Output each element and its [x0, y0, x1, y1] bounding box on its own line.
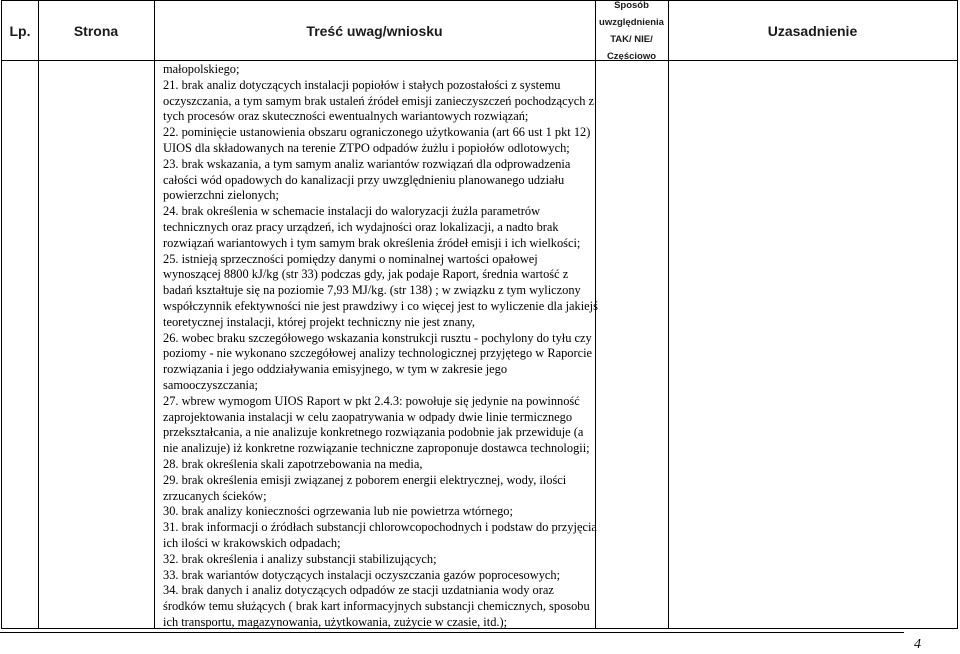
footer-rule [0, 632, 904, 633]
header-uzasadnienie: Uzasadnienie [767, 22, 858, 39]
column-divider [668, 1, 669, 628]
comment-item: 27. wbrew wymogom UIOS Raport w pkt 2.4.3: powołuje się jedynie na powinność zaprojektowania instalacji w celu zaopatrywania w odpady dwie linie termicznego przekształcania, a nie analizuje konkretnego rozwiązania podobnie jak przewiduje (a nie analizuje) iż konkretne rozwiązanie techniczne zaproponuje dostawca technologii; [163, 393, 590, 456]
header-tresc: Treść uwag/wniosku [306, 22, 443, 39]
comment-line: małopolskiego; [163, 62, 240, 76]
comment-item: 23. brak wskazania, a tym samym analiz wariantów rozwiązań dla odprowadzenia całości wód opadowych do kanalizacji przy uwzględnieniu planowanego udziału powierzchni zielonych; [163, 156, 571, 203]
header-sposob-line: TAK/ NIE/ [610, 33, 653, 45]
header-sposob-line: uwzględnienia [599, 16, 664, 28]
header-divider [2, 60, 957, 61]
comment-item: 34. brak danych i analiz dotyczących odpadów ze stacji uzdatniania wody oraz środków temu służących ( brak kart informacyjnych substancji chemicznych, sposobu ich transportu, magazynowania, użytkowania, zużycie w czasie, itd.); [163, 583, 590, 629]
comment-item: 28. brak określenia skali zapotrzebowania na media, [163, 456, 423, 471]
comment-item: 32. brak określenia i analizy substancji stabilizujących; [163, 551, 437, 566]
comment-item: 29. brak określenia emisji związanej z poborem energii elektrycznej, wody, ilości zrzucanych ścieków; [163, 472, 567, 503]
comment-item: 25. istnieją sprzeczności pomiędzy danymi o nominalnej wartości opałowej wynoszącej 8800 kJ/kg (str 33) podczas gdy, jak podaje Raport, średnia wartość z badań kształtuje się na poziomie 7,93 MJ/kg. (str 138) ; w związku z tym wyliczony współczynnik efektywności nie jest prawdziwy i co więcej jest to wyliczenie dla jakiejś teoretycznej instalacji, której projekt techniczny nie jest znany, [163, 251, 598, 329]
comment-item: 22. pominięcie ustanowienia obszaru ograniczonego użytkowania (art 66 ust 1 pkt 12) UIOS dla składowanych na terenie ZTPO odpadów żużlu i popiołów odlotowych; [163, 125, 591, 155]
comment-item: 30. brak analizy konieczności ogrzewania lub nie powietrza wtórnego; [163, 504, 513, 519]
comment-text [163, 62, 598, 631]
comment-item: 31. brak informacji o źródłach substancji chlorowcopochodnych i podstaw do przyjęcia ich ilości w krakowskich odpadach; [163, 520, 597, 550]
header-sposob [595, 1, 668, 60]
header-strona: Strona [73, 22, 119, 39]
column-divider [38, 1, 39, 628]
comment-item: 21. brak analiz dotyczących instalacji popiołów i stałych pozostałości z systemu oczyszczania, a tym samym brak ustaleń źródeł emisji zanieczyszczeń pochodzących z tych procesów oraz skuteczności ewentualnych wariantowych rozwiązań; [163, 77, 595, 124]
column-divider [154, 1, 155, 628]
comment-item: 26. wobec braku szczegółowego wskazania konstrukcji rusztu - pochylony do tyłu czy poziomy - nie wykonano szczegółowej analizy technologicznej przyjętego w Raporcie rozwiązania i jego oddziaływania emisyjnego, w tym w zakresie jego samooczyszczania; [163, 330, 593, 392]
comment-item: 24. brak określenia w schemacie instalacji do waloryzacji żużla parametrów technicznych oraz pracy urządzeń, ich wydajności oraz lokalizacji, a nadto brak rozwiązań wariantowych i tym samym brak określenia źródeł emisji i ich wielkości; [163, 204, 581, 250]
comment-item: 33. brak wariantów dotyczących instalacji oczyszczania gazów poprocesowych; [163, 567, 561, 582]
header-lp: Lp. [9, 22, 31, 39]
header-sposob-line: Sposób [614, 0, 649, 11]
header-sposob-line: Częściowo [606, 50, 657, 62]
page-number: 4 [914, 637, 921, 652]
